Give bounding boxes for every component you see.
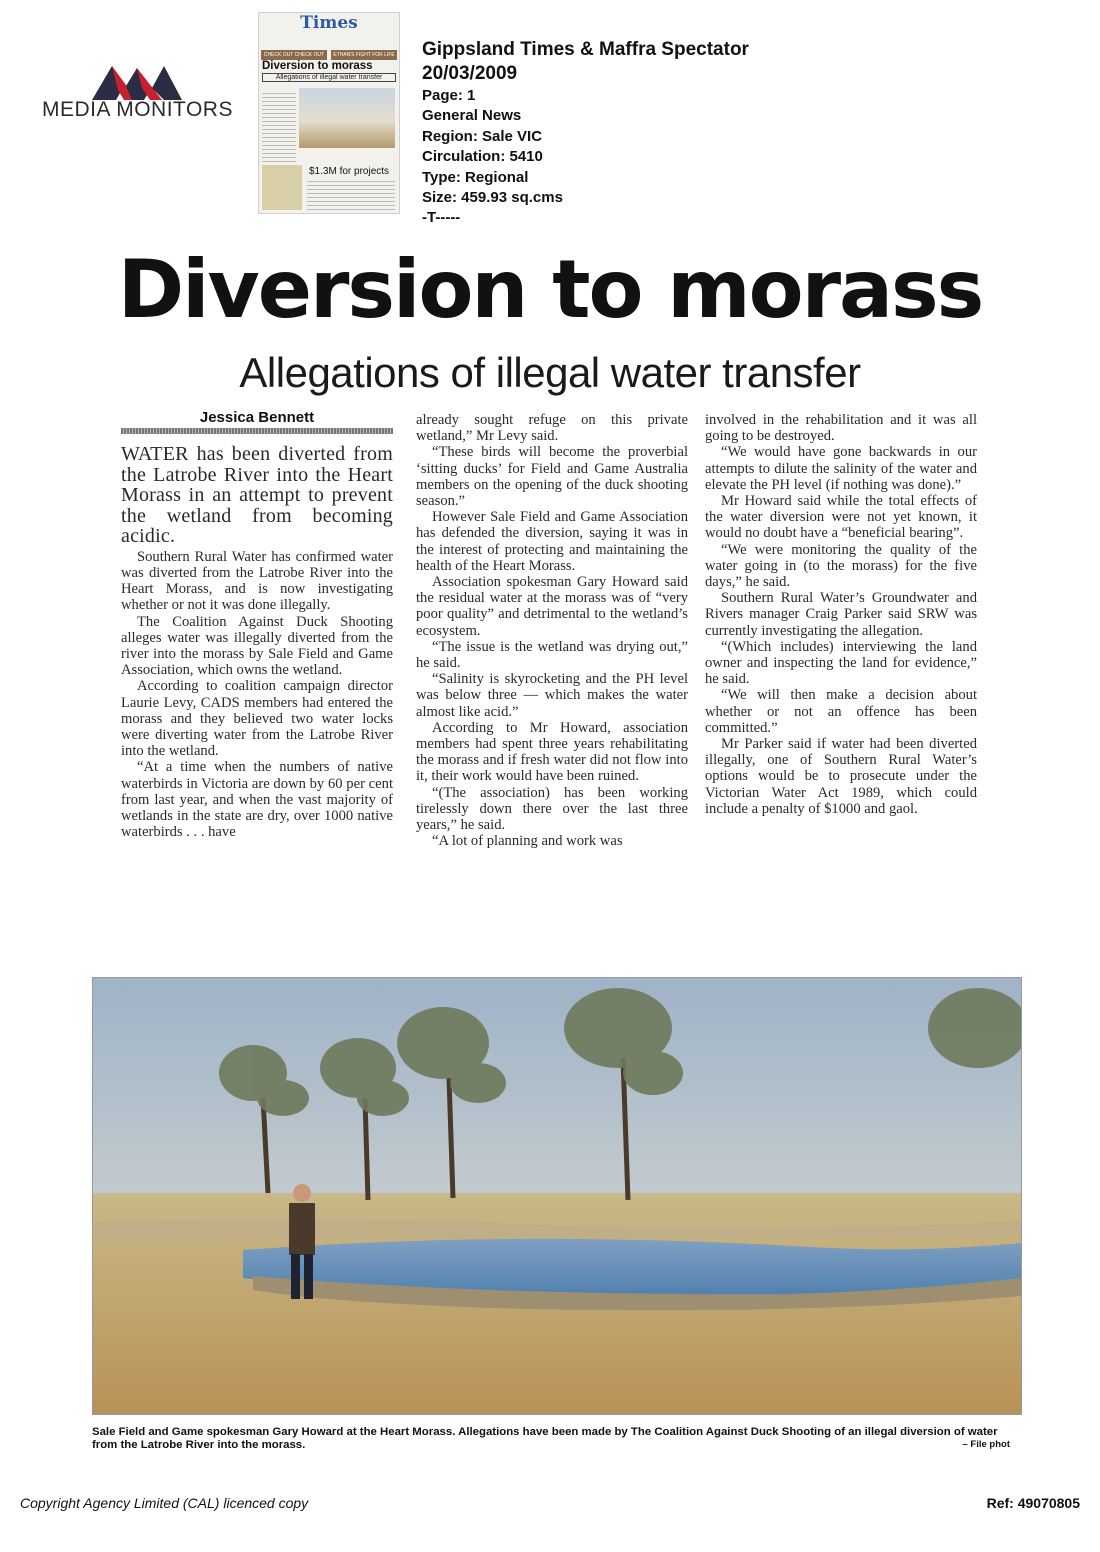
- paragraph: “We will then make a decision about whether or not an offence has been committed.”: [705, 687, 977, 736]
- paragraph: However Sale Field and Game Association has defended the diversion, saying it was in the interest of protecting and maintaining the health of the Heart Morass.: [416, 509, 688, 574]
- article-photo: [92, 977, 1022, 1415]
- thumbnail-sidebar-box: [262, 165, 302, 210]
- publication-name: Gippsland Times & Maffra Spectator: [422, 39, 749, 60]
- thumbnail-headline: Diversion to morass: [262, 60, 373, 72]
- meta-code: -T-----: [422, 209, 461, 227]
- paragraph: “Salinity is skyrocketing and the PH level was below three — which makes the water almost like acid.”: [416, 671, 688, 720]
- paragraph: Mr Parker said if water had been diverted illegally, one of Southern Rural Water’s options would be to prosecute under the Victorian Water Act 1989, which could include a penalty of $1000 and gaol.: [705, 736, 977, 817]
- article-lede: WATER has been diverted from the Latrobe River into the Heart Morass in an attempt to prevent the wetland from becoming acidic.: [121, 443, 393, 548]
- meta-size: Size: 459.93 sq.cms: [422, 189, 563, 207]
- paragraph: already sought refuge on this private wetland,” Mr Levy said.: [416, 412, 688, 445]
- paragraph: Southern Rural Water has confirmed water was diverted from the Latrobe River into the Heart Morass, and is now investigating whether or not it was done illegally.: [121, 548, 393, 614]
- paragraph: “We were monitoring the quality of the water going in (to the morass) for the five days,” he said.: [705, 541, 977, 591]
- media-monitors-logo: [30, 62, 245, 132]
- photo-caption: Sale Field and Game spokesman Gary Howard at the Heart Morass. Allegations have been made by The Coalition Against Duck Shooting of an illegal diversion of water from the Latrobe River into the morass.: [92, 1426, 998, 1451]
- article-subhead: Allegations of illegal water transfer: [239, 349, 861, 396]
- article-column-1: [121, 410, 393, 840]
- publication-date: 20/03/2009: [422, 63, 518, 84]
- thumbnail-text-lines: [262, 93, 296, 163]
- article-column-3: [705, 412, 977, 817]
- logo-mark-icon: [92, 62, 182, 100]
- article-metadata: [422, 38, 749, 229]
- paragraph: “(The association) has been working tirelessly down there over the last three years,” he said.: [416, 784, 688, 834]
- byline: Jessica Bennett: [199, 409, 315, 426]
- paragraph: “A lot of planning and work was: [432, 833, 623, 850]
- paragraph: “The issue is the wetland was drying out,” he said.: [416, 638, 688, 672]
- thumbnail-teaser-right: ETHAN'S FIGHT FOR LIFE: [331, 50, 397, 60]
- photo-credit: – File phot: [962, 1439, 1010, 1450]
- reference-number: Ref: 49070805: [986, 1495, 1080, 1511]
- copyright-notice: Copyright Agency Limited (CAL) licenced copy: [20, 1495, 309, 1511]
- byline-rule: [121, 428, 393, 434]
- paragraph: According to Mr Howard, association members had spent three years rehabilitating the morass and if fresh water did not flow into it, their work would have been ruined.: [416, 719, 688, 785]
- paragraph: involved in the rehabilitation and it was all going to be destroyed.: [705, 412, 977, 445]
- thumbnail-masthead: Times: [300, 13, 358, 33]
- meta-type: Type: Regional: [422, 168, 529, 186]
- paragraph: “At a time when the numbers of native waterbirds in Victoria are down by 60 per cent from last year, and when the vast majority of wetlands in the state are dry, over 1000 native waterbirds . . . have: [121, 759, 393, 841]
- thumbnail-teaser-left: CHECK OUT CHECK OUT: [261, 50, 327, 60]
- article-column-2: [416, 412, 688, 849]
- meta-region: Region: Sale VIC: [422, 127, 543, 145]
- meta-page: Page: 1: [422, 87, 476, 104]
- page-thumbnail: [258, 12, 400, 214]
- thumbnail-second-story: $1.3M for projects: [309, 166, 390, 177]
- paragraph: “We would have gone backwards in our attempts to dilute the salinity of the water and elevate the PH level (if nothing was done).”: [705, 444, 977, 493]
- thumbnail-photo: [299, 88, 395, 148]
- meta-circulation: Circulation: 5410: [422, 148, 543, 166]
- logo-wordmark: MEDIA MONITORS: [42, 98, 233, 121]
- paragraph: Southern Rural Water’s Groundwater and Rivers manager Craig Parker said SRW was currently investigating the allegation.: [705, 590, 977, 639]
- paragraph: “These birds will become the proverbial ‘sitting ducks’ for Field and Game Australia members on the opening of the duck shooting season.”: [416, 444, 688, 510]
- paragraph: According to coalition campaign director Laurie Levy, CADS members had entered the morass and they believed two water locks were diverting water from the Latrobe River into the wetland.: [121, 678, 393, 760]
- thumbnail-subhead: Allegations of illegal water transfer: [262, 73, 396, 82]
- wetland-photo-image: [93, 978, 1021, 1414]
- paragraph: “(Which includes) interviewing the land owner and inspecting the land for evidence,” he said.: [705, 638, 977, 688]
- article-headline: Diversion to morass: [117, 243, 983, 336]
- thumbnail-teasers: [261, 47, 397, 59]
- paragraph: The Coalition Against Duck Shooting alleges water was illegally diverted from the river into the morass by Sale Field and Game Association, which owns the wetland.: [121, 613, 393, 679]
- meta-section: General News: [422, 107, 522, 125]
- paragraph: Association spokesman Gary Howard said the residual water at the morass was of “very poor quality” and detrimental to the wetland’s ecosystem.: [416, 574, 688, 639]
- thumbnail-text-lines-2: [307, 181, 395, 211]
- paragraph: Mr Howard said while the total effects of the water diversion were not yet known, it would no doubt have a “beneficial bearing”.: [705, 493, 977, 542]
